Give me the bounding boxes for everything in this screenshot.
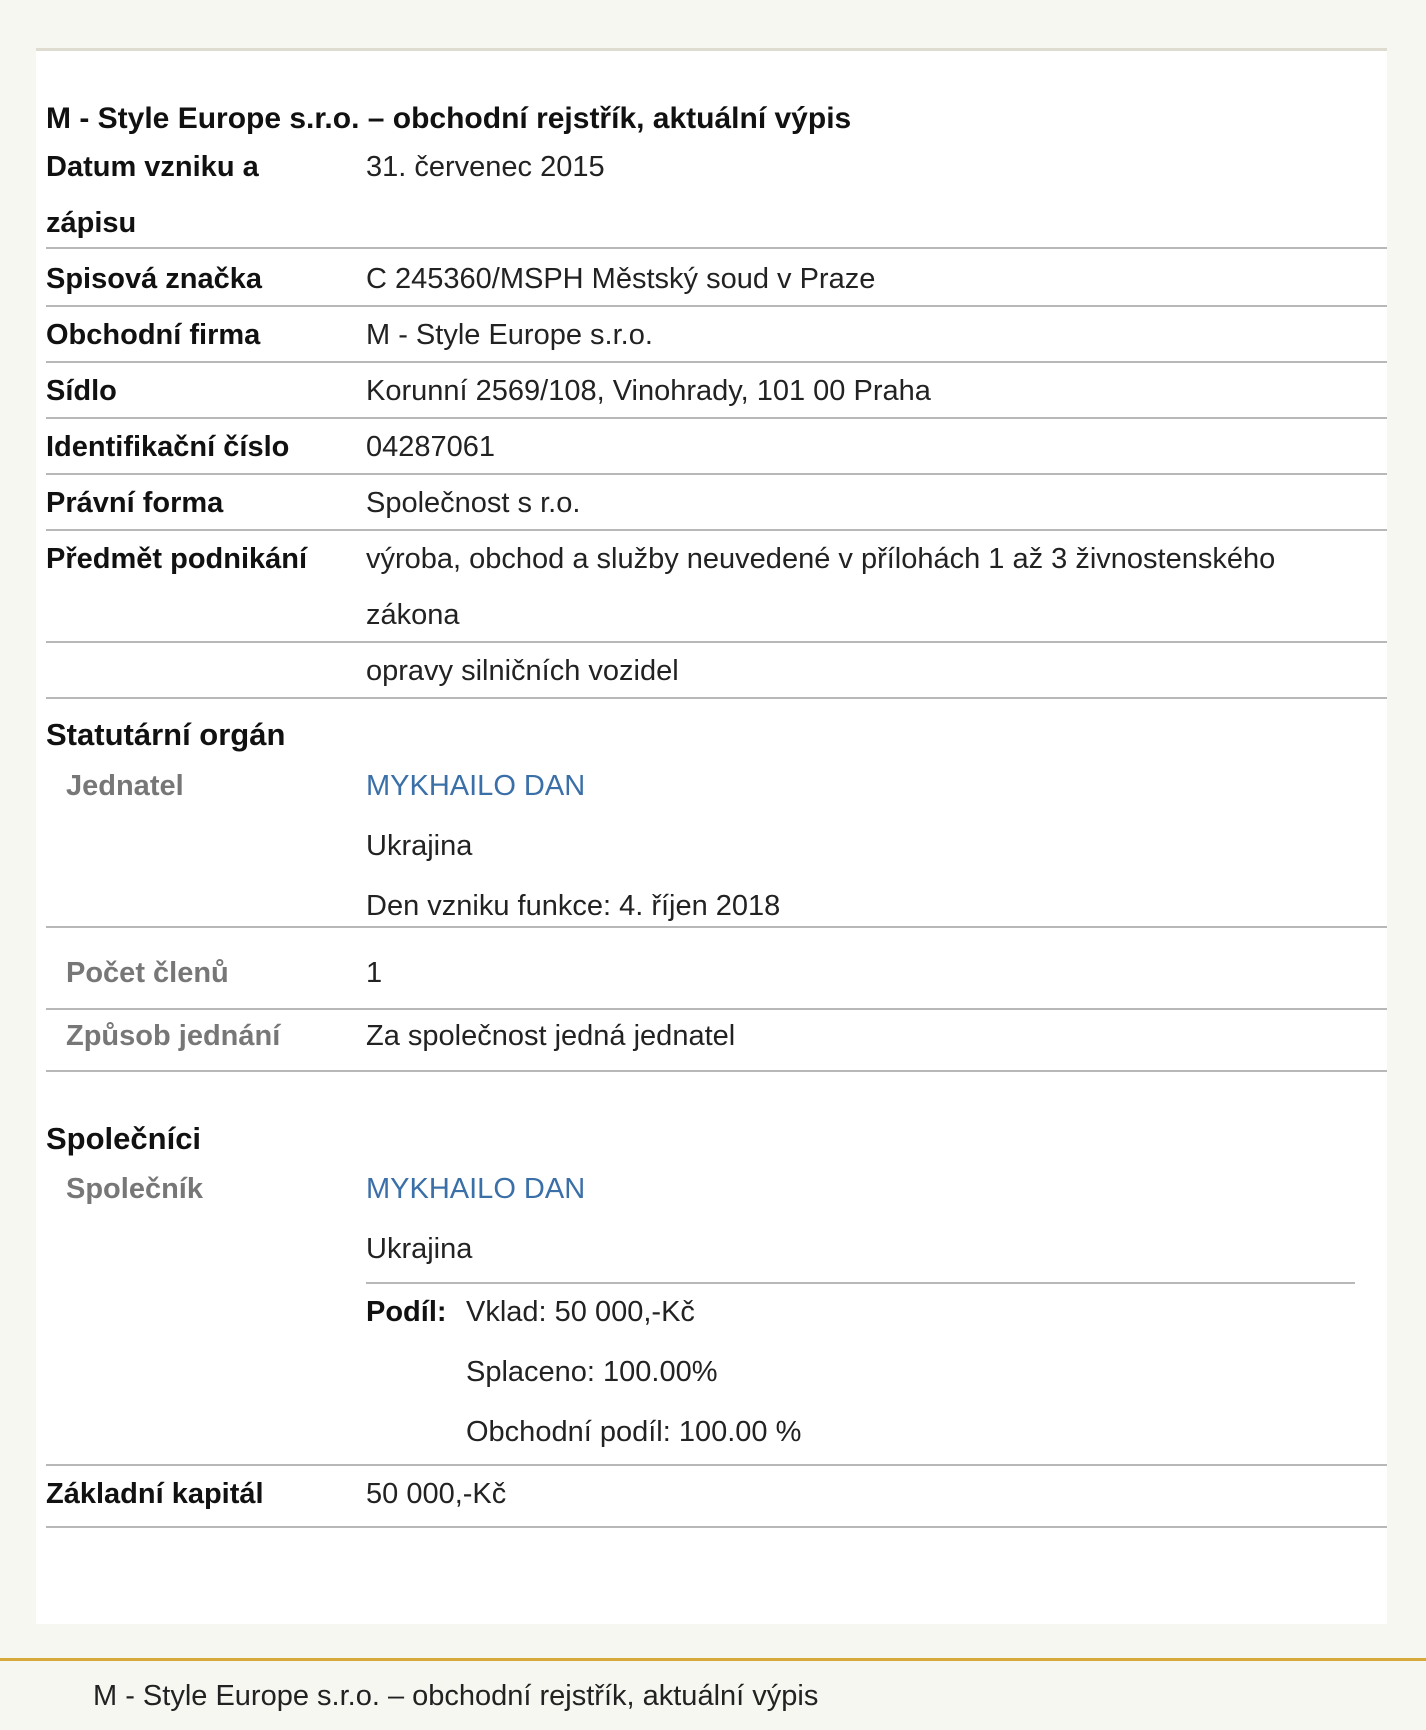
value-obchodni-firma: M - Style Europe s.r.o.: [366, 319, 653, 351]
value-sidlo: Korunní 2569/108, Vinohrady, 101 00 Praha: [366, 375, 931, 407]
row-zakladni-kapital: [46, 1466, 1387, 1528]
link-spolecnik-name[interactable]: MYKHAILO DAN: [366, 1173, 586, 1205]
label-jednatel: Jednatel: [66, 770, 184, 802]
row-obchodni-firma: [46, 307, 1387, 363]
row-jednatel: [46, 756, 1387, 928]
value-spisova-znacka: C 245360/MSPH Městský soud v Praze: [366, 263, 876, 295]
value-splaceno: Splaceno: 100.00%: [466, 1356, 718, 1388]
value-predmet-line1: výroba, obchod a služby neuvedené v přílohách 1 až 3 živnostenského: [366, 543, 1276, 575]
label-podil: Podíl:: [366, 1296, 447, 1328]
section-heading-statutarni-organ: Statutární orgán: [46, 717, 286, 752]
label-datum-vzniku-line1: Datum vzniku a: [46, 151, 259, 183]
value-spolecnik-country: Ukrajina: [366, 1233, 473, 1265]
row-pravni-forma: [46, 475, 1387, 531]
label-zpusob-jednani: Způsob jednání: [66, 1020, 281, 1052]
label-identifikacni-cislo: Identifikační číslo: [46, 431, 290, 463]
value-predmet-line2: zákona: [366, 599, 460, 631]
label-pravni-forma: Právní forma: [46, 487, 224, 519]
value-pravni-forma: Společnost s r.o.: [366, 487, 581, 519]
label-spolecnik: Společník: [66, 1173, 203, 1205]
row-spisova-znacka: [46, 249, 1387, 307]
value-obchodni-podil: Obchodní podíl: 100.00 %: [466, 1416, 802, 1448]
registry-extract-card: [36, 51, 1387, 1624]
section-heading-spolecnici: Společníci: [46, 1121, 202, 1156]
label-datum-vzniku-line2: zápisu: [46, 207, 137, 239]
footer-divider: [0, 1658, 1426, 1661]
label-zakladni-kapital: Základní kapitál: [46, 1478, 264, 1510]
value-predmet-2: opravy silničních vozidel: [366, 655, 679, 687]
value-jednatel-country: Ukrajina: [366, 830, 473, 862]
value-zpusob-jednani: Za společnost jedná jednatel: [366, 1020, 736, 1052]
row-zpusob-jednani: [46, 1010, 1387, 1072]
value-datum-vzniku: 31. červenec 2015: [366, 151, 605, 183]
row-pocet-clenu: [46, 928, 1387, 1010]
value-vklad: Vklad: 50 000,-Kč: [466, 1296, 695, 1328]
value-jednatel-since: Den vzniku funkce: 4. říjen 2018: [366, 890, 781, 922]
value-identifikacni-cislo: 04287061: [366, 431, 496, 463]
row-predmet-podnikani-2: [46, 643, 1387, 699]
label-sidlo: Sídlo: [46, 375, 117, 407]
row-identifikacni-cislo: [46, 419, 1387, 475]
link-jednatel-name[interactable]: MYKHAILO DAN: [366, 770, 586, 802]
footer-title: M - Style Europe s.r.o. – obchodní rejstřík, aktuální výpis: [93, 1680, 819, 1712]
row-sidlo: [46, 363, 1387, 419]
value-zakladni-kapital: 50 000,-Kč: [366, 1478, 507, 1510]
label-pocet-clenu: Počet členů: [66, 957, 229, 989]
row-datum-vzniku: [46, 137, 1387, 249]
label-spisova-znacka: Spisová značka: [46, 263, 262, 295]
row-predmet-podnikani: [46, 531, 1387, 643]
label-obchodni-firma: Obchodní firma: [46, 319, 261, 351]
page-title: M - Style Europe s.r.o. – obchodní rejstřík, aktuální výpis: [46, 102, 852, 135]
row-spolecnik: [46, 1159, 1387, 1466]
value-pocet-clenu: 1: [366, 957, 383, 989]
label-predmet-podnikani: Předmět podnikání: [46, 543, 308, 575]
